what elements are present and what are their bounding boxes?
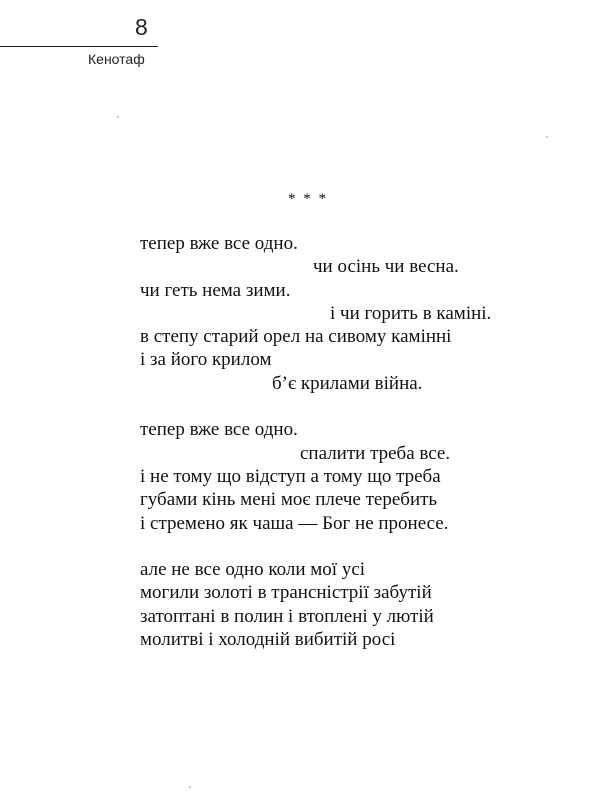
poem-line: в степу старий орел на сивому камінні xyxy=(140,326,452,348)
poem-line: губами кінь мені моє плече теребить xyxy=(140,489,438,511)
stanza-2 xyxy=(140,418,500,534)
poem xyxy=(140,232,500,651)
poem-line: чи осінь чи весна. xyxy=(313,256,459,278)
stanza-1 xyxy=(140,232,500,395)
poem-line: б’є крилами війна. xyxy=(272,372,423,394)
poem-line: і стремено як чаша — Бог не пронесе. xyxy=(140,512,449,534)
poem-line: і чи горить в каміні. xyxy=(330,302,492,324)
poem-line: молитві і холодній вибитій росі xyxy=(140,629,396,651)
scan-speck xyxy=(117,116,119,118)
poem-line: але не все одно коли мої усі xyxy=(140,559,366,581)
poem-line: тепер вже все одно. xyxy=(140,419,298,441)
poem-line: спалити треба все. xyxy=(300,442,451,464)
poem-line: затоптані в полин і втоплені у лютій xyxy=(140,605,434,627)
stanza-3 xyxy=(140,558,500,651)
header-rule xyxy=(0,46,158,47)
poem-line: і за його крилом xyxy=(140,349,272,371)
poem-line: могили золоті в трансністрії забутій xyxy=(140,582,432,604)
poem-line: чи геть нема зими. xyxy=(140,279,291,301)
running-head: Кенотаф xyxy=(88,51,145,67)
page-number: 8 xyxy=(135,14,148,40)
section-ornament: * * * xyxy=(288,191,328,207)
scan-speck xyxy=(189,786,191,788)
poem-line: і не тому що відступ а тому що треба xyxy=(140,465,441,487)
scan-speck xyxy=(546,136,548,138)
poem-line: тепер вже все одно. xyxy=(140,233,298,254)
